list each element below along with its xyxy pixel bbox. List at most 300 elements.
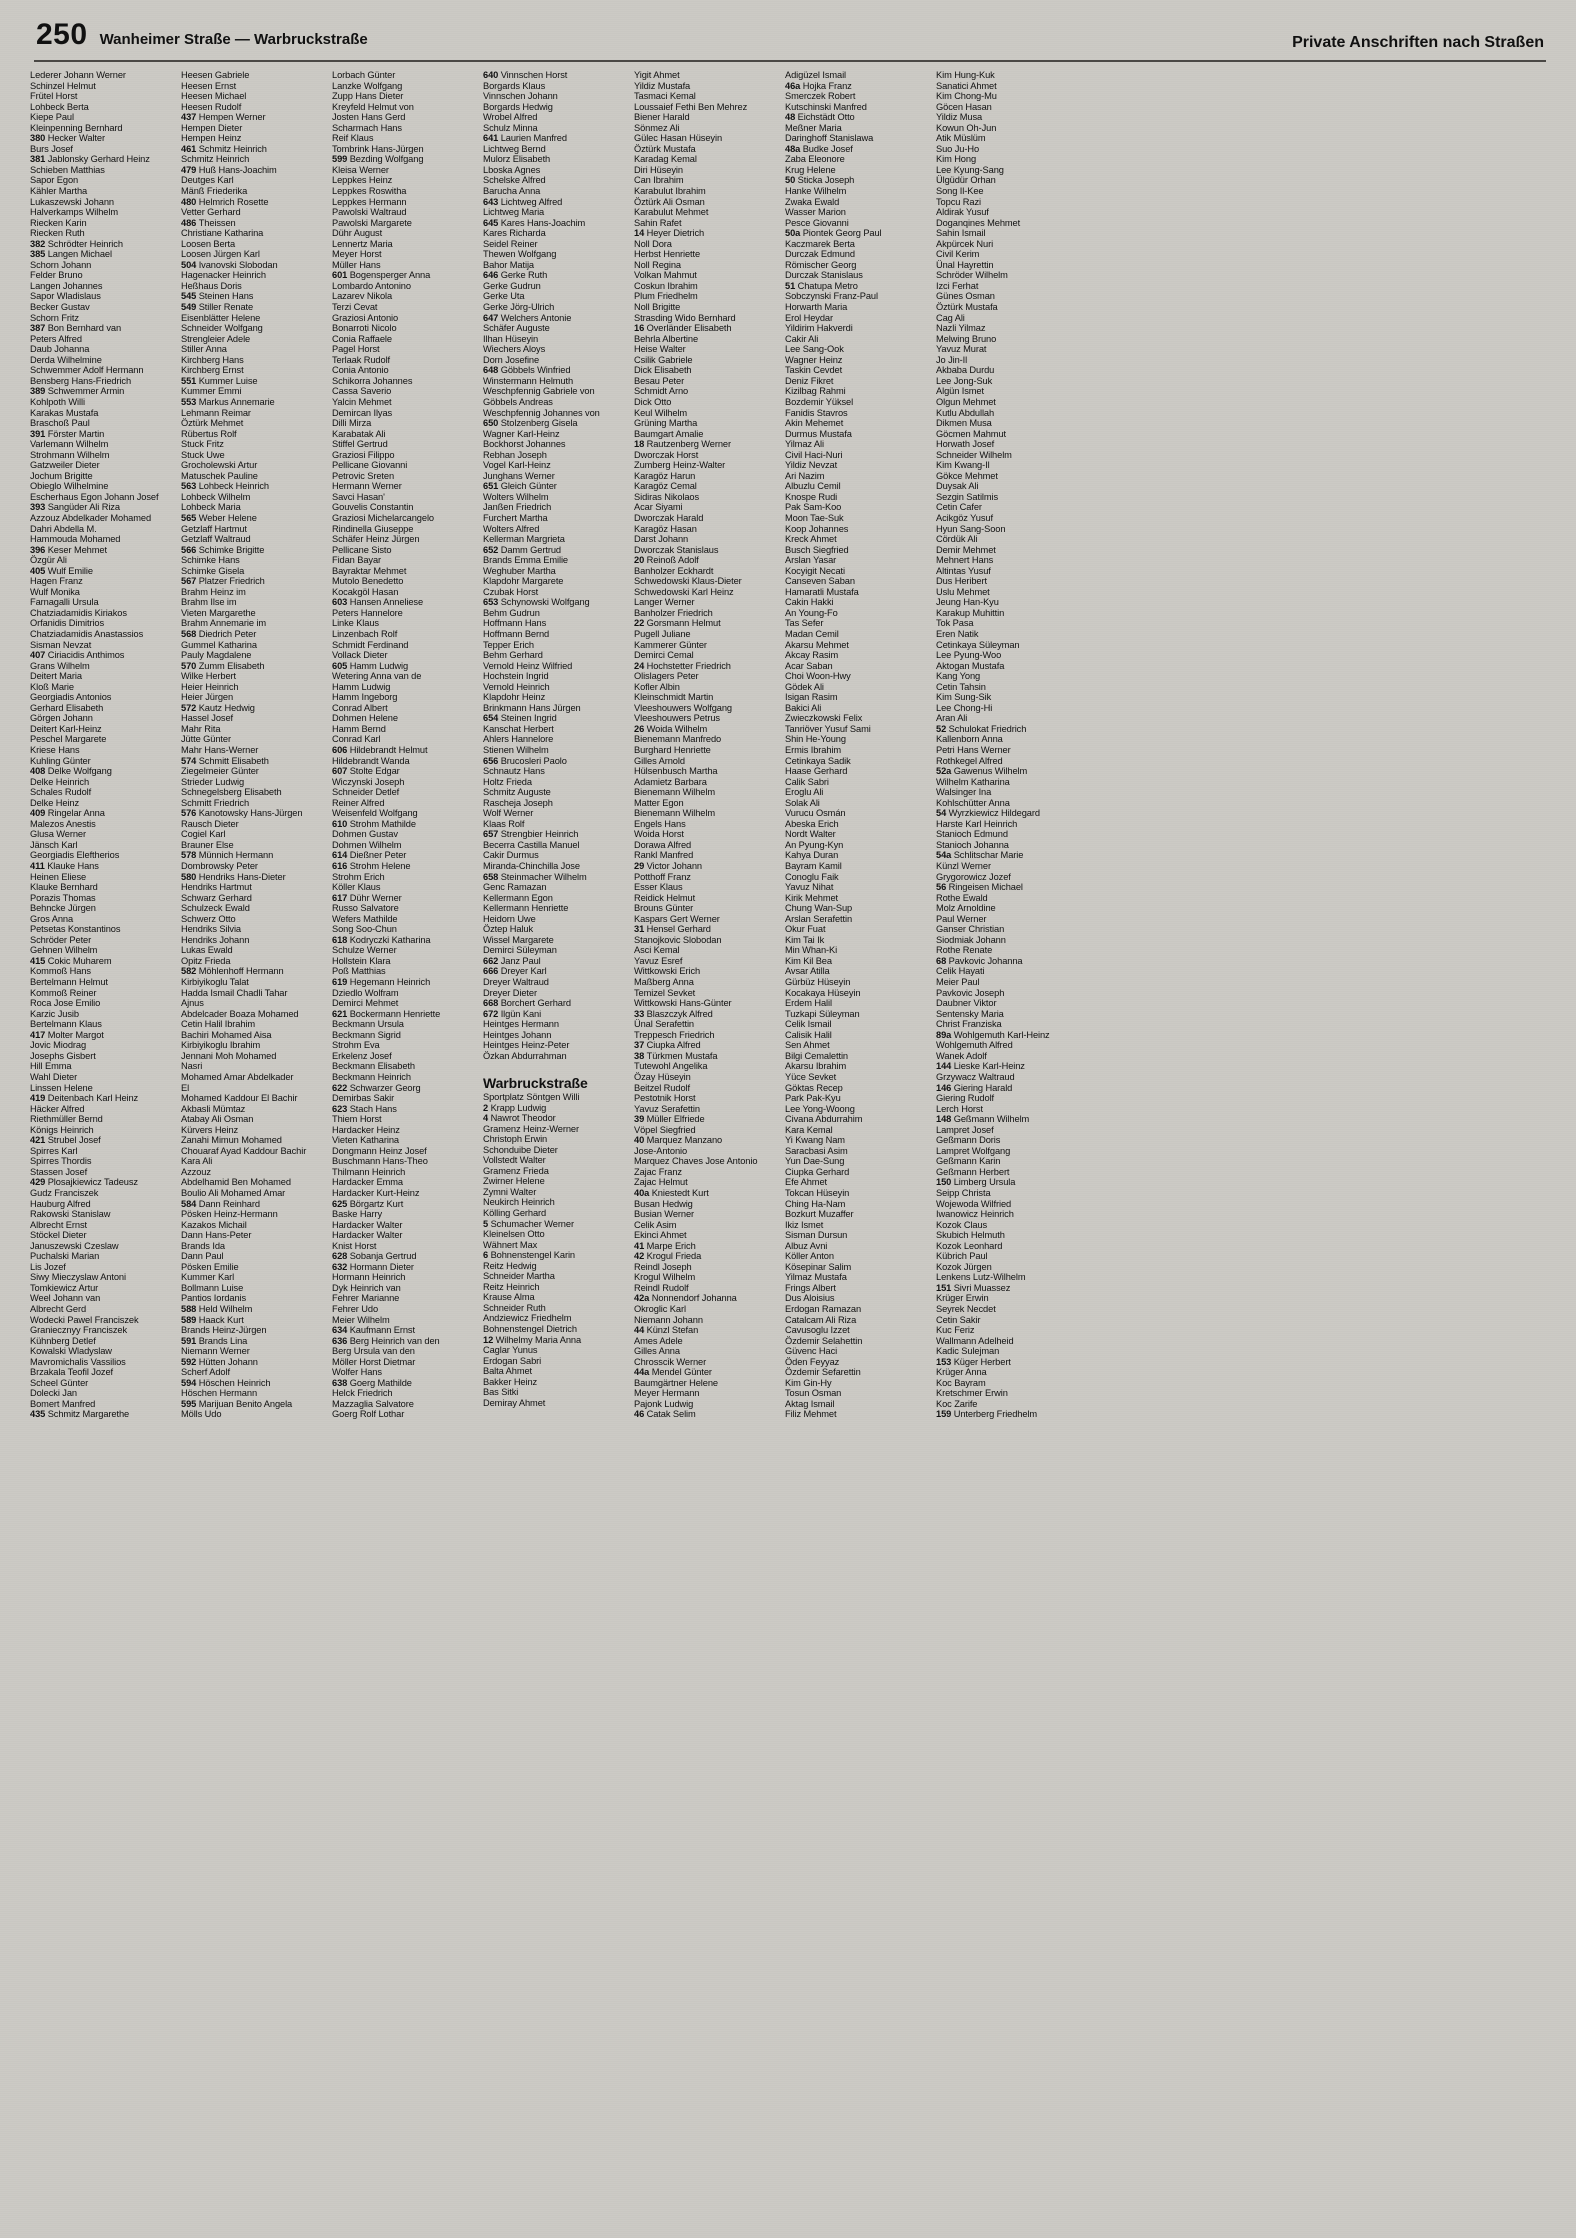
directory-entry: Vöpel Siegfried — [634, 1124, 696, 1135]
directory-entry: Canseven Saban — [785, 576, 855, 587]
directory-entry: Königs Heinrich — [30, 1124, 94, 1135]
directory-entry: Pavkovic Joseph — [936, 987, 1005, 998]
directory-entry: Köller Anton — [785, 1251, 834, 1262]
directory-entry: 68 Pavkovic Johanna — [936, 955, 1023, 966]
directory-entry: Cetin Cafer — [936, 502, 982, 513]
directory-entry: Strasding Wido Bernhard — [634, 312, 736, 323]
directory-entry: Delke Heinz — [30, 797, 80, 808]
house-number: 389 — [30, 386, 48, 397]
directory-entry: Kummer Karl — [181, 1272, 235, 1283]
directory-entry: Demirci Süleyman — [483, 945, 557, 956]
directory-entry: Wiechers Aloys — [483, 344, 546, 355]
directory-entry: Kellermann Egon — [483, 892, 553, 903]
directory-entry: 389 Schwemmer Armin — [30, 386, 125, 397]
directory-entry: Vieten Katharina — [332, 1135, 399, 1146]
directory-entry: 606 Hildebrandt Helmut — [332, 745, 428, 755]
directory-entry: Caglar Yunus — [483, 1345, 538, 1356]
house-number: 51 — [785, 280, 798, 291]
directory-entry: Kaspars Gert Werner — [634, 913, 720, 924]
directory-entry: Wissel Margarete — [483, 934, 554, 945]
directory-entry: Ilhan Hüseyin — [483, 333, 539, 344]
directory-entry: Demir Mehmet — [936, 544, 996, 555]
directory-entry: Porazis Thomas — [30, 892, 96, 903]
directory-entry: Pesce Giovanni — [785, 217, 849, 228]
directory-entry: 415 Cokic Muharem — [30, 955, 112, 966]
house-number: 159 — [936, 1409, 954, 1420]
directory-entry: Tas Sefer — [785, 618, 824, 629]
house-number: 16 — [634, 323, 647, 334]
directory-entry: Dus Aloisius — [785, 1293, 835, 1304]
directory-entry: Beckmann Heinrich — [332, 1071, 411, 1082]
directory-entry: Csilik Gabriele — [634, 354, 693, 365]
directory-entry: Zanahi Mimun Mohamed — [181, 1135, 282, 1146]
directory-entry: Pawolski Waltraud — [332, 207, 407, 218]
directory-entry: Darst Johann — [634, 534, 689, 545]
directory-entry: Sportplatz Söntgen Willi — [483, 1091, 580, 1102]
directory-entry: 6 Bohnenstengel Karin — [483, 1250, 575, 1261]
directory-entry: Dilli Mirza — [332, 418, 372, 429]
directory-entry: Ames Adele — [634, 1335, 683, 1346]
directory-entry: Vleeshouwers Petrus — [634, 713, 720, 724]
directory-entry: Klauke Bernhard — [30, 882, 98, 893]
directory-entry: 614 Dießner Peter — [332, 850, 407, 861]
directory-entry: 435 Schmitz Margarethe — [30, 1409, 130, 1420]
directory-entry: 26 Woida Wilhelm — [634, 723, 708, 734]
directory-entry: Horwath Josef — [936, 439, 995, 450]
directory-entry: Dreyer Dieter — [483, 987, 537, 998]
directory-entry: Sobczynski Franz-Paul — [785, 291, 878, 302]
house-number: 621 — [332, 1008, 350, 1019]
directory-entry: Brands Ida — [181, 1240, 225, 1251]
directory-entry: Lehmann Reimar — [181, 407, 251, 418]
directory-entry: Brands Heinz-Jürgen — [181, 1325, 267, 1336]
directory-entry: Zymni Walter — [483, 1186, 537, 1197]
directory-entry: Kretschmer Erwin — [936, 1388, 1008, 1399]
directory-entry: Riecken Karin — [30, 217, 87, 228]
directory-entry: Escherhaus Egon Johann Josef — [30, 491, 159, 502]
directory-entry: Lichtweg Bernd — [483, 143, 546, 154]
directory-entry: Banholzer Friedrich — [634, 607, 713, 618]
directory-column — [30, 70, 181, 1420]
directory-entry: Karakas Mustafa — [30, 407, 99, 418]
directory-entry: 599 Bezding Wolfgang — [332, 154, 424, 165]
directory-entry: Moon Tae-Suk — [785, 512, 844, 523]
house-number: 551 — [181, 375, 199, 386]
house-number: 44 — [634, 1325, 647, 1336]
directory-entry: Gramenz Frieda — [483, 1165, 549, 1176]
page-header — [30, 18, 1550, 58]
directory-entry: Ekinci Ahmet — [634, 1230, 687, 1241]
directory-entry: 651 Gleich Günter — [483, 481, 557, 492]
directory-entry: Peters Hannelore — [332, 607, 403, 618]
directory-entry: Azzouz Abdelkader Mohamed — [30, 512, 152, 523]
directory-entry: Bayraktar Mehmet — [332, 565, 407, 576]
directory-entry: Lee Yong-Woong — [785, 1103, 855, 1114]
directory-entry: Russo Salvatore — [332, 903, 399, 914]
directory-entry: Furchert Martha — [483, 512, 548, 523]
house-number: 616 — [332, 861, 350, 872]
directory-entry: 429 Plosajkiewicz Tadeusz — [30, 1177, 138, 1188]
directory-entry: Ermis Ibrahim — [785, 745, 842, 755]
directory-entry: Conia Raffaele — [332, 333, 392, 344]
house-number: 572 — [181, 702, 199, 713]
directory-entry: Civil Haci-Nuri — [785, 449, 843, 460]
directory-entry: Haase Gerhard — [785, 766, 848, 777]
directory-entry: 411 Klauke Hans — [30, 861, 99, 872]
directory-entry: Pösken Emilie — [181, 1261, 239, 1272]
directory-entry: Akbasli Mümtaz — [181, 1103, 246, 1114]
directory-entry: Yilmaz Ali — [785, 439, 824, 450]
directory-entry: Dreyer Waltraud — [483, 977, 549, 988]
directory-entry: Wolf Werner — [483, 808, 534, 819]
directory-entry: Stienen Wilhelm — [483, 745, 549, 755]
house-number: 618 — [332, 934, 350, 945]
directory-entry: Lboska Agnes — [483, 164, 541, 175]
directory-entry: Schnegelsberg Elisabeth — [181, 787, 282, 798]
directory-entry: 42 Krogul Frieda — [634, 1251, 702, 1262]
directory-entry: 382 Schrödter Heinrich — [30, 238, 123, 249]
directory-entry: Jochum Brigitte — [30, 470, 93, 481]
house-number: 150 — [936, 1177, 954, 1188]
directory-entry: Reindl Rudolf — [634, 1282, 689, 1293]
directory-entry: Hempen Dieter — [181, 122, 243, 133]
directory-entry: Yüce Sevket — [785, 1071, 837, 1082]
directory-entry: Sidiras Nikolaos — [634, 491, 700, 502]
directory-entry: Chatziadamidis Anastassios — [30, 628, 144, 639]
directory-entry: Knospe Rudi — [785, 491, 838, 502]
house-number: 22 — [634, 618, 647, 629]
directory-entry: 42a Nonnendorf Johanna — [634, 1293, 737, 1304]
directory-entry: Krüger Erwin — [936, 1293, 989, 1304]
directory-entry: 653 Schynowski Wolfgang — [483, 597, 590, 608]
directory-entry: Kleinelsen Otto — [483, 1229, 545, 1240]
directory-entry: Bakici Ali — [785, 702, 822, 713]
directory-entry: Gramenz Heinz-Werner — [483, 1123, 579, 1134]
directory-entry: Strengleier Adele — [181, 333, 251, 344]
directory-entry: Bonarroti Nicolo — [332, 323, 397, 334]
directory-entry: Gerke Jörg-Ulrich — [483, 302, 555, 313]
directory-entry: Mulorz Elisabeth — [483, 154, 551, 165]
directory-entry: Karagöz Hasan — [634, 523, 697, 534]
directory-entry: Gehnen Wilhelm — [30, 945, 98, 956]
directory-entry: Demircan Ilyas — [332, 407, 393, 418]
directory-entry: Sezgin Satilmis — [936, 491, 999, 502]
directory-entry: 20 Reinoß Adolf — [634, 555, 699, 566]
house-number: 409 — [30, 808, 48, 819]
directory-entry: 16 Overländer Elisabeth — [634, 323, 732, 334]
directory-entry: Jennani Moh Mohamed — [181, 1050, 277, 1061]
directory-entry: Erdogan Ramazan — [785, 1303, 862, 1314]
directory-entry: Gros Anna — [30, 913, 74, 924]
directory-entry: Tok Pasa — [936, 618, 974, 629]
directory-entry: Sahin Ismail — [936, 228, 986, 239]
directory-entry: Brahm Heinz im — [181, 586, 246, 597]
directory-entry: Walsinger Ina — [936, 787, 992, 798]
directory-entry: Karakup Muhittin — [936, 607, 1005, 618]
directory-entry: Hammouda Mohamed — [30, 534, 121, 545]
directory-entry: Cakir Durmus — [483, 850, 539, 861]
directory-entry: Vinnschen Johann — [483, 91, 558, 102]
directory-entry: Meier Wilhelm — [332, 1314, 390, 1325]
directory-entry: Kiepe Paul — [30, 112, 74, 123]
directory-entry: 645 Kares Hans-Joachim — [483, 217, 586, 228]
directory-entry: Stuck Fritz — [181, 439, 224, 450]
directory-entry: Albrecht Gerd — [30, 1303, 87, 1314]
directory-entry: Wulf Monika — [30, 586, 80, 597]
directory-entry: Demiray Ahmet — [483, 1397, 546, 1408]
directory-entry: Hollstein Klara — [332, 955, 391, 966]
directory-entry: Siodmiak Johann — [936, 934, 1006, 945]
directory-entry: Petrovic Sreten — [332, 470, 395, 481]
directory-entry: Peschel Margarete — [30, 734, 107, 745]
directory-entry: Karagöz Harun — [634, 470, 696, 481]
directory-entry: 657 Strengbier Heinrich — [483, 829, 579, 840]
directory-entry: Bas Sitki — [483, 1387, 519, 1398]
directory-entry: Gökce Mehmet — [936, 470, 998, 481]
directory-entry: Tosun Osman — [785, 1388, 842, 1399]
directory-entry: Öztep Haluk — [483, 924, 534, 935]
directory-entry: Özdemir Selahettin — [785, 1335, 863, 1346]
directory-entry: Marquez Chaves Jose Antonio — [634, 1156, 758, 1167]
directory-entry: Thiem Horst — [332, 1114, 382, 1125]
house-number: 574 — [181, 755, 199, 766]
directory-entry: Daubner Viktor — [936, 998, 997, 1009]
directory-entry: Reif Klaus — [332, 133, 374, 144]
directory-entry: Avsar Atilla — [785, 966, 830, 977]
directory-entry: Savci Hasan' — [332, 491, 385, 502]
house-number: 666 — [483, 966, 501, 977]
directory-entry: Conoglu Faik — [785, 871, 839, 882]
house-number: 50 — [785, 175, 798, 186]
directory-entry: Schulz Minna — [483, 122, 538, 133]
directory-entry: 89a Wohlgemuth Karl-Heinz — [936, 1029, 1050, 1040]
directory-entry: Lazarev Nikola — [332, 291, 393, 302]
directory-entry: 605 Hamm Ludwig — [332, 660, 409, 671]
directory-entry: Klapdohr Margarete — [483, 576, 564, 587]
directory-entry: 151 Sivri Muassez — [936, 1282, 1011, 1293]
directory-entry: Stanojkovic Slobodan — [634, 934, 722, 945]
directory-entry: 563 Lohbeck Heinrich — [181, 481, 269, 492]
directory-entry: Kazakos Michail — [181, 1219, 247, 1230]
directory-entry: Zwieczkowski Felix — [785, 713, 863, 724]
directory-entry: 144 Lieske Karl-Heinz — [936, 1061, 1025, 1072]
directory-entry: 656 Brucosleri Paolo — [483, 755, 567, 766]
directory-entry: Vollack Dieter — [332, 650, 388, 661]
directory-entry: Cag Ali — [936, 312, 965, 323]
directory-entry: Durczak Edmund — [785, 249, 855, 260]
directory-entry: Behrla Albertine — [634, 333, 699, 344]
directory-entry: 623 Stach Hans — [332, 1103, 397, 1114]
directory-entry: Kohlschütter Anna — [936, 797, 1010, 808]
house-number: 668 — [483, 998, 501, 1009]
directory-entry: 668 Borchert Gerhard — [483, 998, 571, 1009]
directory-entry: Knist Horst — [332, 1240, 377, 1251]
directory-entry: Conrad Albert — [332, 702, 388, 713]
directory-entry: Seidel Reiner — [483, 238, 538, 249]
directory-entry: Lukaszewski Johann — [30, 196, 114, 207]
directory-entry: Varlemann Wilhelm — [30, 439, 109, 450]
directory-entry: Tombrink Hans-Jürgen — [332, 143, 424, 154]
directory-entry: Geßmann Karin — [936, 1156, 1001, 1167]
directory-entry: Kähler Martha — [30, 186, 88, 197]
directory-entry: Vieten Margarethe — [181, 607, 256, 618]
directory-entry: 405 Wulf Emilie — [30, 565, 93, 576]
house-number: 645 — [483, 217, 501, 228]
directory-entry: Akpürcek Nuri — [936, 238, 994, 249]
directory-entry: Bozdemir Yüksel — [785, 396, 854, 407]
directory-entry: Lampret Josef — [936, 1124, 994, 1135]
directory-entry: Mehnert Hans — [936, 555, 994, 566]
directory-entry: Reiner Alfred — [332, 797, 385, 808]
directory-entry: Hamm Ingeborg — [332, 692, 398, 703]
directory-entry: Ikiz Ismet — [785, 1219, 824, 1230]
directory-entry: Min Whan-Ki — [785, 945, 838, 956]
house-number: 619 — [332, 977, 350, 988]
directory-entry: Algün Ismet — [936, 386, 984, 397]
directory-entry: 41 Marpe Erich — [634, 1240, 696, 1251]
directory-entry: Thilmann Heinrich — [332, 1166, 406, 1177]
directory-entry: Winstermann Helmuth — [483, 375, 574, 386]
directory-entry: Bienemann Manfredo — [634, 734, 722, 745]
directory-entry: 549 Stiller Renate — [181, 302, 254, 313]
directory-entry: Getzlaff Waltraud — [181, 534, 251, 545]
house-number: 563 — [181, 481, 199, 492]
directory-entry: Kellerman Margrieta — [483, 534, 565, 545]
directory-entry: Farnagalli Ursula — [30, 597, 99, 608]
house-number: 648 — [483, 365, 501, 376]
directory-entry: Nazli Yilmaz — [936, 323, 986, 334]
directory-entry: 601 Bogensperger Anna — [332, 270, 431, 281]
directory-entry: Tuzkapi Süleyman — [785, 1008, 860, 1019]
directory-entry: Melwing Bruno — [936, 333, 997, 344]
directory-entry: Krüger Anna — [936, 1367, 987, 1378]
directory-entry: Vollstedt Walter — [483, 1155, 546, 1166]
directory-entry: Reindl Joseph — [634, 1261, 692, 1272]
directory-entry: Yigit Ahmet — [634, 70, 680, 80]
house-number: 610 — [332, 818, 350, 829]
directory-column — [332, 70, 483, 1420]
directory-entry: Loosen Jürgen Karl — [181, 249, 260, 260]
directory-entry: Can Ibrahim — [634, 175, 684, 186]
directory-entry: Buschmann Hans-Theo — [332, 1156, 428, 1167]
directory-entry: Krug Helene — [785, 164, 836, 175]
directory-entry: Noll Brigitte — [634, 302, 681, 313]
directory-entry: 572 Kautz Hedwig — [181, 702, 255, 713]
house-number: 54a — [936, 850, 954, 861]
directory-entry: Ganser Christian — [936, 924, 1005, 935]
directory-entry: Christ Franziska — [936, 1019, 1002, 1030]
directory-entry: Rakowski Stanislaw — [30, 1209, 111, 1220]
directory-entry: Güvenc Haci — [785, 1346, 838, 1357]
directory-entry: 44a Mendel Günter — [634, 1367, 712, 1378]
directory-entry: Olislagers Peter — [634, 671, 699, 682]
directory-entry: Aldirak Yusuf — [936, 207, 989, 218]
directory-entry: Ahlers Hannelore — [483, 734, 554, 745]
directory-entry: Langer Werner — [634, 597, 695, 608]
directory-entry: Yavuz Esref — [634, 955, 683, 966]
directory-entry: Gudz Franciszek — [30, 1187, 99, 1198]
directory-entry: Dühr August — [332, 228, 383, 239]
directory-entry: Akcay Rasim — [785, 650, 839, 661]
directory-entry: Heintges Heinz-Peter — [483, 1040, 570, 1051]
directory-entry: Pellicane Giovanni — [332, 460, 408, 471]
directory-entry: Smerczek Robert — [785, 91, 856, 102]
directory-entry: Schmitz Heinrich — [181, 154, 250, 165]
directory-entry: Pawolski Margarete — [332, 217, 412, 228]
directory-entry: Zajac Helmut — [634, 1177, 688, 1188]
house-number: 48a — [785, 143, 803, 154]
house-number: 419 — [30, 1093, 48, 1104]
directory-entry: Heesen Ernst — [181, 80, 237, 91]
directory-entry: Petri Hans Werner — [936, 745, 1011, 755]
directory-entry: 48 Eichstädt Otto — [785, 112, 855, 123]
page-number: 250 — [36, 18, 88, 51]
directory-entry: 46 Catak Selim — [634, 1409, 696, 1420]
house-number: 617 — [332, 892, 350, 903]
directory-entry: Iwanowicz Heinrich — [936, 1209, 1014, 1220]
house-number: 382 — [30, 238, 48, 249]
directory-entry: Grocholewski Artur — [181, 460, 258, 471]
directory-entry: Wallmann Adelheid — [936, 1335, 1014, 1346]
directory-entry: Durczak Stanislaus — [785, 270, 863, 281]
directory-entry: Günes Osman — [936, 291, 995, 302]
house-number: 651 — [483, 481, 501, 492]
directory-entry: 51 Chatupa Metro — [785, 280, 858, 291]
directory-entry: 566 Schimke Brigitte — [181, 544, 265, 555]
directory-entry: Reidick Helmut — [634, 892, 696, 903]
directory-entry: Diri Hüseyin — [634, 164, 683, 175]
directory-entry: Balta Ahmet — [483, 1366, 533, 1377]
directory-entry: Sapor Wladislaus — [30, 291, 101, 302]
directory-entry: Gerke Uta — [483, 291, 525, 302]
directory-entry: Grzywacz Waltraud — [936, 1071, 1015, 1082]
directory-entry: Cakir Ali — [785, 333, 819, 344]
directory-entry: Calisik Halil — [785, 1029, 832, 1040]
directory-entry: Cetin Sakir — [936, 1314, 981, 1325]
directory-entry: Hendriks Johann — [181, 934, 250, 945]
directory-entry: Schimke Gisela — [181, 565, 245, 576]
directory-entry: Langen Johannes — [30, 280, 103, 291]
directory-entry: Kommoß Hans — [30, 966, 91, 977]
directory-entry: Ciupka Gerhard — [785, 1166, 850, 1177]
directory-entry: Römischer Georg — [785, 259, 857, 270]
directory-entry: Lerch Horst — [936, 1103, 983, 1114]
house-number: 601 — [332, 270, 350, 281]
house-number: 578 — [181, 850, 199, 861]
directory-entry: Braschoß Paul — [30, 418, 90, 429]
directory-entry: Noll Dora — [634, 238, 672, 249]
directory-entry: Geßmann Herbert — [936, 1166, 1010, 1177]
directory-entry: Erdogan Sabri — [483, 1355, 542, 1366]
directory-entry: Stiffel Gertrud — [332, 439, 388, 450]
directory-entry: 48a Budke Josef — [785, 143, 853, 154]
directory-entry: Kocakgöl Hasan — [332, 586, 399, 597]
directory-entry: Lichtweg Maria — [483, 207, 545, 218]
directory-entry: Kim Sung-Sik — [936, 692, 992, 703]
directory-entry: 574 Schmitt Elisabeth — [181, 755, 269, 766]
directory-entry: Kim Hung-Kuk — [936, 70, 995, 80]
directory-entry: Özay Hüseyin — [634, 1071, 691, 1082]
directory-entry: Maßberg Anna — [634, 977, 694, 988]
directory-entry: Brahm Annemarie im — [181, 618, 267, 629]
house-number: 37 — [634, 1040, 647, 1051]
directory-entry: Vleeshouwers Wolfgang — [634, 702, 732, 713]
house-number: 647 — [483, 312, 501, 323]
directory-entry: Wähnert Max — [483, 1239, 538, 1250]
directory-entry: Özgür Ali — [30, 555, 67, 566]
directory-entry: 588 Held Wilhelm — [181, 1303, 253, 1314]
directory-entry: Kim Kwang-Il — [936, 460, 990, 471]
